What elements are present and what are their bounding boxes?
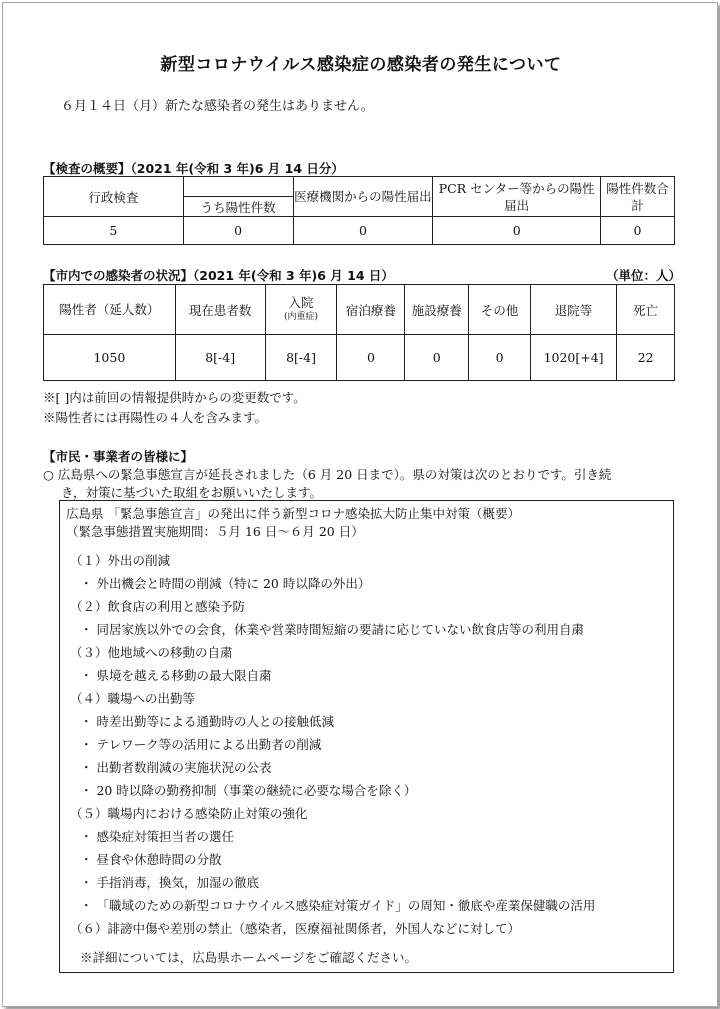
box-item: ・ 20 時以降の勤務抑制（事業の継続に必要な場合を除く） xyxy=(80,783,417,798)
intro-text: ６月１４日（月）新たな感染者の発生はありません。 xyxy=(61,99,374,114)
header-hospital: 入院 (内重症) xyxy=(265,285,337,335)
box-item: ・ 手指消毒，換気，加湿の徹底 xyxy=(80,875,259,890)
header-total: 陽性件数合 計 xyxy=(601,177,675,217)
header-hotel: 宿泊療養 xyxy=(337,285,405,335)
box-item: ・ 時差出勤等による通勤時の人との接触低減 xyxy=(80,714,334,729)
box-item: ・ 県境を越える移動の最大限自粛 xyxy=(80,668,272,683)
inspection-heading: 【検査の概要】（2021 年(令和 3 年)6 月 14 日分） xyxy=(43,161,344,176)
box-item: ・ 同居家族以外での会食，休業や営業時間短縮の要請に応じていない飲食店等の利用自粛 xyxy=(80,622,584,637)
value-death: 22 xyxy=(617,335,675,381)
document-page xyxy=(2,2,718,1007)
status-heading: 【市内での感染者の状況】（2021 年(令和 3 年)6 月 14 日） xyxy=(43,268,394,283)
header-admin: 行政検査 xyxy=(44,177,184,217)
header-admin-positive: うち陽性件数 xyxy=(183,197,293,217)
header-other: その他 xyxy=(469,285,531,335)
header-death: 死亡 xyxy=(617,285,675,335)
box-item: ・ 出勤者数削減の実施状況の公表 xyxy=(80,760,272,775)
inspection-table xyxy=(43,176,694,245)
box-period: （緊急事態措置実施期間：５月 16 日～６月 20 日） xyxy=(66,524,364,539)
box-item: ・ 昼食や休憩時間の分散 xyxy=(80,852,222,867)
page-title: 新型コロナウイルス感染症の感染者の発生について xyxy=(160,55,562,75)
box-item: （４）職場への出勤等 xyxy=(70,691,196,706)
value-facility: 0 xyxy=(405,335,469,381)
box-item: （３）他地域への移動の自粛 xyxy=(70,645,233,660)
note-change: ※[ ]内は前回の情報提供時からの変更数です。 xyxy=(43,390,306,405)
box-item: ・ 外出機会と時間の削減（特に 20 時以降の外出） xyxy=(80,576,371,591)
value-positive: 1050 xyxy=(44,335,176,381)
value-pcr: 0 xyxy=(433,217,601,245)
value-other: 0 xyxy=(469,335,531,381)
value-hotel: 0 xyxy=(337,335,405,381)
header-medical: 医療機関からの陽性届出 xyxy=(293,177,433,217)
header-positive: 陽性者（延人数） xyxy=(44,285,176,335)
unit-label: （単位：人） xyxy=(605,268,681,283)
box-item: （１）外出の削減 xyxy=(70,553,171,568)
status-table xyxy=(43,284,675,381)
box-item: （２）飲食店の利用と感染予防 xyxy=(70,599,246,614)
value-medical: 0 xyxy=(293,217,433,245)
value-discharged: 1020[+4] xyxy=(531,335,617,381)
box-item: ・ 感染症対策担当者の選任 xyxy=(80,829,234,844)
measures-box xyxy=(59,500,674,973)
header-current: 現在患者数 xyxy=(175,285,265,335)
value-hospital: 8[-4] xyxy=(265,335,337,381)
box-item: ・ テレワーク等の活用による出勤者の削減 xyxy=(80,737,322,752)
citizens-line-1: ○ 広島県への緊急事態宣言が延長されました（6 月 20 日まで）。県の対策は次のとおりです。引き続 xyxy=(43,467,612,482)
box-item: （５）職場内における感染防止対策の強化 xyxy=(70,806,308,821)
box-item: （６）誹謗中傷や差別の禁止（感染者，医療福祉関係者，外国人などに対して） xyxy=(70,921,521,936)
value-admin: 5 xyxy=(44,217,184,245)
citizens-line-2: き，対策に基づいた取組をお願いいたします。 xyxy=(61,485,323,500)
value-admin-positive: 0 xyxy=(183,217,293,245)
note-repositive: ※陽性者には再陽性の４人を含みます。 xyxy=(43,410,268,425)
box-footnote: ※詳細については，広島県ホームページをご確認ください。 xyxy=(80,950,418,965)
box-item: ・ 「職域のための新型コロナウイルス感染症対策ガイド」の周知・徹底や産業保健職の活用 xyxy=(80,898,596,913)
citizens-heading: 【市民・事業者の皆様に】 xyxy=(43,449,194,464)
header-facility: 施設療養 xyxy=(405,285,469,335)
value-current: 8[-4] xyxy=(175,335,265,381)
header-pcr: PCR センター等からの陽性届出 xyxy=(433,177,601,217)
box-title: 広島県 「緊急事態宣言」の発出に伴う新型コロナ感染拡大防止集中対策（概要） xyxy=(66,506,520,521)
value-total: 0 xyxy=(601,217,675,245)
header-discharged: 退院等 xyxy=(531,285,617,335)
